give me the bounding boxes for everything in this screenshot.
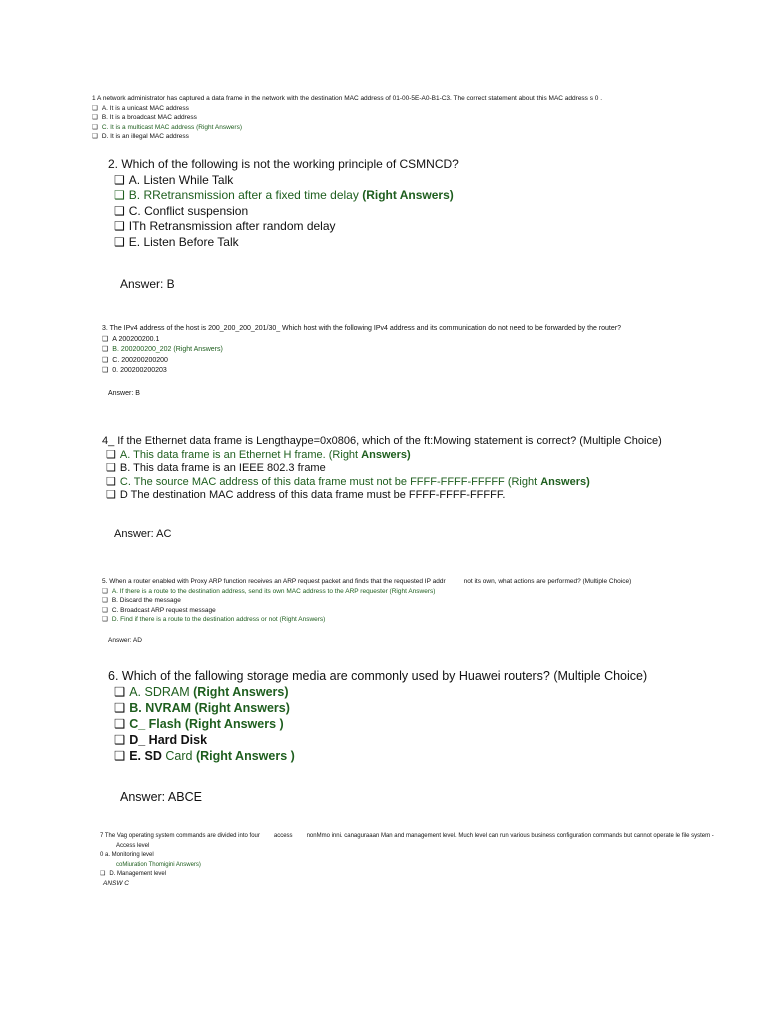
checkbox-icon: ❑ xyxy=(100,871,106,877)
question-5 xyxy=(102,577,702,625)
checkbox-icon: ❑ xyxy=(102,587,108,595)
q6-option-d: ❑ D_ Hard Disk xyxy=(114,733,208,747)
checkbox-icon: ❑ xyxy=(114,203,125,218)
q5-option-a: ❑ A. If there is a route to the destination address, send its own MAC address to the ARP requester (Right Answers) xyxy=(102,587,436,595)
q3-option-d: ❑ 0. 200200200203 xyxy=(102,366,621,377)
q1-option-d: ❑ D. It is an illegal MAC address xyxy=(92,133,189,140)
question-4-stem: 4_ If the Ethernet data frame is Lengthaype=0x0806, which of the ft:Mowing statement is correct? (Multiple Choice) xyxy=(102,435,662,447)
q2-option-b: ❑ B. RRetransmission after a fixed time delay (Right Answers) xyxy=(114,188,454,202)
checkbox-icon: ❑ xyxy=(114,701,126,715)
answers-tag: Answers) xyxy=(361,448,411,461)
q3-answer: Answer: B xyxy=(108,390,140,397)
checkbox-icon: ❑ xyxy=(102,367,109,374)
q2-option-d: ❑ ITh Retransmission after random delay xyxy=(114,219,336,233)
checkbox-icon: ❑ xyxy=(92,123,98,131)
checkbox-icon: ❑ xyxy=(114,172,125,187)
q7-option-monitoring: 0 a. Monitoring level xyxy=(100,852,154,858)
q4-answer: Answer: AC xyxy=(114,528,172,540)
q4-option-b: ❑ B. This data frame is an IEEE 802.3 frame xyxy=(106,462,326,475)
q3-option-b: ❑ B. 200200200_202 (Right Answers) xyxy=(102,345,621,356)
question-6 xyxy=(108,668,647,764)
question-1 xyxy=(92,94,712,142)
q5-option-c: ❑ C. Broadcast ARP request message xyxy=(102,606,216,614)
question-7 xyxy=(100,832,740,880)
checkbox-icon: ❑ xyxy=(92,104,98,112)
checkbox-icon: ❑ xyxy=(106,475,116,488)
q5-option-b: ❑ B. Discard the message xyxy=(102,597,181,604)
checkbox-icon: ❑ xyxy=(92,133,98,140)
right-word: (Right xyxy=(507,475,538,488)
checkbox-icon: ❑ xyxy=(102,597,108,604)
checkbox-icon: ❑ xyxy=(106,462,116,475)
question-1-stem: 1 A network administrator has captured a data frame in the network with the destination MAC address of 01-00-5E-A0-B1-C3. The correct statement about this MAC address s 0 . xyxy=(92,95,603,102)
question-4 xyxy=(102,435,662,503)
q7-answer: ANSW C xyxy=(103,880,129,887)
q1-option-a: ❑ A. It is a unicast MAC address xyxy=(92,104,189,112)
checkbox-icon: ❑ xyxy=(114,733,126,747)
q7-option-configuration: coMiuration Thomigini Answers) xyxy=(116,861,201,868)
checkbox-icon: ❑ xyxy=(114,717,126,731)
q2-option-e: ❑ E. Listen Before Talk xyxy=(114,234,239,249)
q6-answer: Answer: ABCE xyxy=(120,790,202,804)
right-answers-tag: (Right Answers) xyxy=(362,188,454,202)
question-3 xyxy=(102,324,621,377)
q1-option-b: ❑ B. It is a broadcast MAC address xyxy=(92,114,197,121)
checkbox-icon: ❑ xyxy=(106,448,116,461)
checkbox-icon: ❑ xyxy=(102,356,109,364)
question-3-stem: 3. The IPv4 address of the host is 200_200_200_201/30_ Which host with the following IPv4 address and its communication do not need to be forwarded by the router? xyxy=(102,325,621,332)
q6-option-c: ❑ C_ Flash (Right Answers ) xyxy=(114,717,284,731)
q3-option-a: ❑ A 200200200.1 xyxy=(102,335,621,346)
checkbox-icon: ❑ xyxy=(106,489,116,502)
question-6-stem: 6. Which of the fallowing storage media are commonly used by Huawei routers? (Multiple Choice) xyxy=(108,669,648,683)
q1-option-c: ❑ C. It is a multicast MAC address (Right Answers) xyxy=(92,123,242,131)
q4-option-d: ❑ D The destination MAC address of this data frame must be FFFF-FFFF-FFFFF. xyxy=(106,489,506,502)
q6-option-e: ❑ E. SD Card (Right Answers ) xyxy=(114,749,295,763)
checkbox-icon: ❑ xyxy=(102,335,109,343)
q6-option-b: ❑ B. NVRAM (Right Answers) xyxy=(114,701,290,715)
q7-option-access: Access level xyxy=(116,842,150,849)
checkbox-icon: ❑ xyxy=(102,606,108,614)
checkbox-icon: ❑ xyxy=(114,749,126,763)
q5-answer: Answer: AD xyxy=(108,637,142,644)
question-2-stem: 2. Which of the following is not the working principle of CSMNCD? xyxy=(108,157,459,171)
checkbox-icon: ❑ xyxy=(114,685,126,699)
q4-option-c: ❑ C. The source MAC address of this data frame must not be FFFF-FFFF-FFFFF (Right Answers) xyxy=(106,475,590,488)
answers-tag: Answers) xyxy=(540,475,590,488)
question-7-stem: 7 The Vag operating system commands are divided into four access nonMmo inni. canaguraaan Man and management level. Much level can run various business configuration commands but cannot operate le file system - xyxy=(100,833,714,839)
q2-option-c: ❑ C. Conflict suspension xyxy=(114,203,249,218)
question-2 xyxy=(108,157,459,250)
checkbox-icon: ❑ xyxy=(102,346,109,353)
q6-option-a: ❑ A. SDRAM (Right Answers) xyxy=(114,685,289,699)
q5-option-d: ❑ D. Find if there is a route to the destination address or not (Right Answers) xyxy=(102,616,326,623)
q7-option-management: ❑ D. Management level xyxy=(100,870,740,880)
q3-option-c: ❑ C. 200200200200 xyxy=(102,356,621,367)
q2-option-a: ❑ A. Listen While Talk xyxy=(114,172,234,187)
checkbox-icon: ❑ xyxy=(92,114,98,121)
q4-option-a: ❑ A. This data frame is an Ethernet H frame. (Right Answers) xyxy=(106,448,411,461)
q2-answer: Answer: B xyxy=(120,277,175,291)
checkbox-icon: ❑ xyxy=(102,616,108,623)
question-5-stem: 5. When a router enabled with Proxy ARP function receives an ARP request packet and finds that the requested IP addr not its own, what actions are performed? (Multiple Choice) xyxy=(102,578,632,585)
checkbox-icon: ❑ xyxy=(114,234,125,249)
checkbox-icon: ❑ xyxy=(114,219,125,233)
checkbox-icon: ❑ xyxy=(114,188,125,202)
